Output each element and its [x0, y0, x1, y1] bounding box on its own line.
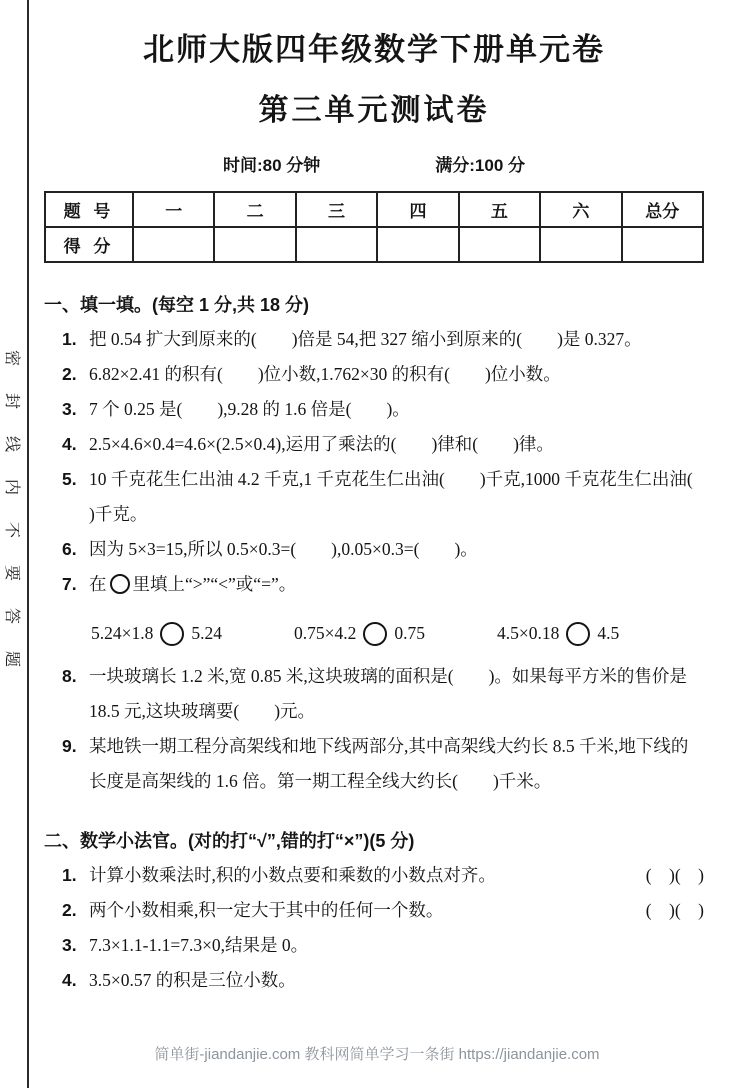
score-cell [296, 227, 377, 262]
comparison-right: 0.75 [394, 623, 425, 643]
question-text: 3.5×0.57 的积是三位小数。 [89, 970, 296, 990]
score-table-col-3: 三 [296, 192, 377, 227]
score-table-header-row [45, 192, 703, 227]
question-2 [62, 357, 704, 392]
comparison-left: 4.5×0.18 [497, 623, 560, 643]
question-8 [62, 659, 704, 729]
q7-comparison-row [91, 616, 704, 651]
paper-title: 北师大版四年级数学下册单元卷 [143, 32, 605, 67]
question-1 [62, 322, 704, 357]
comparison-left: 5.24×1.8 [91, 623, 154, 643]
question-text: 某地铁一期工程分高架线和地下线两部分,其中高架线大约长 8.5 千米,地下线的长度是高架线的 1.6 倍。第一期工程全线大约长( )千米。 [89, 736, 689, 791]
full-score-text: 满分:100 分 [435, 156, 526, 175]
question-3 [62, 392, 704, 427]
question-text: 7.3×1.1-1.1=7.3×0,结果是 0。 [89, 935, 309, 955]
question-4 [62, 427, 704, 462]
score-table-score-row [45, 227, 703, 262]
question-number: 3. [62, 399, 77, 419]
question-text: 计算小数乘法时,积的小数点要和乘数的小数点对齐。 [89, 865, 496, 885]
comparison-item [91, 616, 222, 651]
question-text: 一块玻璃长 1.2 米,宽 0.85 米,这块玻璃的面积是( )。如果每平方米的售价是 18.5 元,这块玻璃要( )元。 [89, 666, 692, 721]
score-cell [214, 227, 295, 262]
score-cell [540, 227, 621, 262]
question-number: 7. [62, 574, 77, 594]
section1-heading: 一、填一填。(每空 1 分,共 18 分) [44, 295, 310, 315]
paper-subtitle: 第三单元测试卷 [258, 94, 490, 127]
comparison-right: 4.5 [597, 623, 620, 643]
score-table [44, 191, 704, 263]
judge-item-4 [62, 963, 704, 998]
question-number: 5. [62, 469, 77, 489]
question-text: 因为 5×3=15,所以 0.5×0.3=( ),0.05×0.3=( )。 [89, 539, 478, 559]
question-5 [62, 462, 728, 532]
question-text: 2.5×4.6×0.4=4.6×(2.5×0.4),运用了乘法的( )律和( )律。 [89, 434, 554, 454]
question-7 [62, 567, 704, 651]
score-table-col-1: 一 [133, 192, 214, 227]
score-table-col-4: 四 [377, 192, 458, 227]
question-text [89, 574, 296, 594]
circle-blank-icon [110, 574, 130, 594]
circle-blank-icon [160, 622, 184, 646]
question-number: 1. [62, 329, 77, 349]
question-number: 6. [62, 539, 77, 559]
watermark-text: 简单街-jiandanjie.com 教科网简单学习一条街 https://jiandanjie.com [154, 1046, 600, 1063]
comparison-item [294, 616, 425, 651]
q7-prefix: 在 [89, 574, 107, 594]
question-number: 2. [62, 364, 77, 384]
score-label: 得 分 [45, 227, 133, 262]
question-text: 10 千克花生仁出油 4.2 千克,1 千克花生仁出油( )千克,1000 千克花生仁出油( )千克。 [89, 469, 728, 524]
seal-line-text: 密封线内不要答题 [3, 350, 20, 695]
score-cell [133, 227, 214, 262]
question-number: 8. [62, 666, 77, 686]
question-text: 7 个 0.25 是( ),9.28 的 1.6 倍是( )。 [89, 399, 410, 419]
question-number-label: 题 号 [45, 192, 133, 227]
question-text: 两个小数相乘,积一定大于其中的任何一个数。 [89, 900, 444, 920]
question-text: 6.82×2.41 的积有( )位小数,1.762×30 的积有( )位小数。 [89, 364, 561, 384]
circle-blank-icon [363, 622, 387, 646]
judge-item-3 [62, 928, 704, 963]
judge-item-1 [62, 858, 704, 893]
time-limit-text: 时间:80 分钟 [222, 156, 321, 175]
question-9 [62, 729, 704, 799]
score-table-col-5: 五 [459, 192, 540, 227]
judge-item-2 [62, 893, 704, 928]
question-number: 3. [62, 935, 77, 955]
question-number: 9. [62, 736, 77, 756]
section2-items [62, 858, 704, 998]
question-number: 4. [62, 970, 77, 990]
score-cell [377, 227, 458, 262]
comparison-item [497, 616, 619, 651]
question-6 [62, 532, 704, 567]
section1-questions [62, 322, 728, 799]
score-table-col-6: 六 [540, 192, 621, 227]
comparison-right: 5.24 [191, 623, 222, 643]
question-text: 把 0.54 扩大到原来的( )倍是 54,把 327 缩小到原来的( )是 0.327。 [89, 329, 642, 349]
comparison-left: 0.75×4.2 [294, 623, 357, 643]
paper-meta [44, 151, 704, 176]
question-number: 4. [62, 434, 77, 454]
section2-heading: 二、数学小法官。(对的打“√”,错的打“×”)(5 分) [44, 831, 415, 851]
q7-suffix: 里填上“>”“<”或“=”。 [132, 574, 297, 594]
score-table-col-2: 二 [214, 192, 295, 227]
question-number: 1. [62, 865, 77, 885]
score-cell [459, 227, 540, 262]
answer-brackets: ( )( ) [645, 900, 704, 920]
score-table-col-total: 总分 [622, 192, 703, 227]
score-cell [622, 227, 703, 262]
answer-brackets: ( )( ) [645, 865, 704, 885]
circle-blank-icon [566, 622, 590, 646]
question-number: 2. [62, 900, 77, 920]
